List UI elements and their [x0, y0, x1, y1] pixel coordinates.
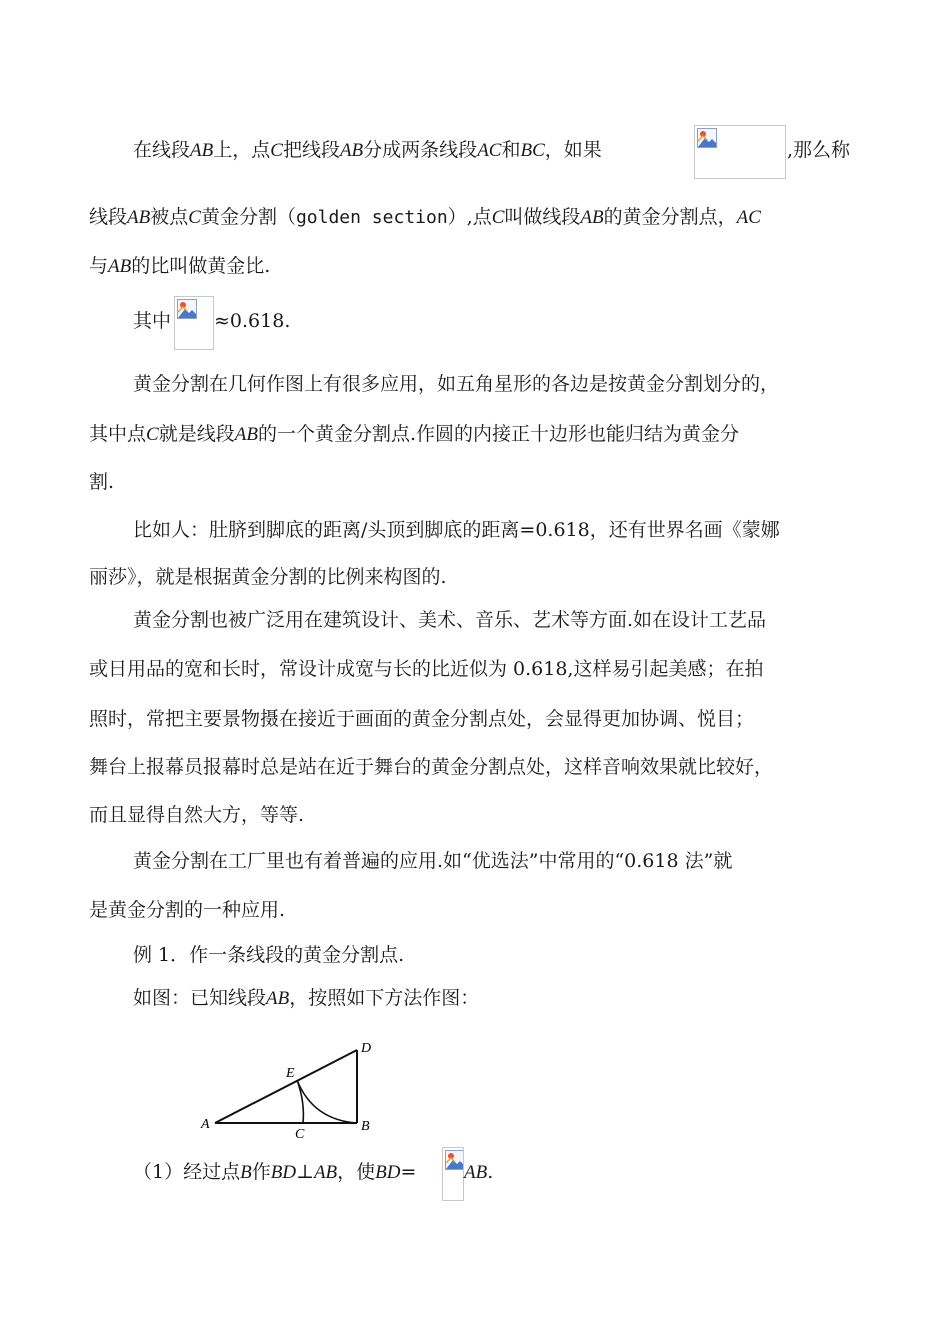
text: 线段 [89, 206, 128, 228]
text: ，如果 [544, 139, 602, 161]
para4-line2 [89, 563, 447, 591]
text: 分成两条线段 [363, 139, 478, 161]
fraction-image-placeholder [442, 1147, 464, 1201]
formula-image-placeholder [694, 125, 786, 179]
broken-image-icon [697, 128, 719, 150]
para4-line1 [133, 516, 780, 544]
label-a: A [201, 1117, 210, 1132]
perp-symbol: ⊥ [296, 1161, 314, 1183]
text: 就是线段 [158, 423, 235, 445]
segment-ad-line [215, 1050, 357, 1123]
text: 黄金分割在工厂里也有着普遍的应用.如“优选法”中常用的“0.618 法”就 [133, 850, 733, 872]
para1-line2 [89, 203, 761, 232]
step1-text-a [133, 1158, 416, 1187]
segment-ab: AB [580, 207, 604, 228]
point-b: B [270, 1162, 283, 1183]
para1-line3 [89, 252, 270, 281]
label-b: B [361, 1119, 370, 1134]
segment-ab: AB [190, 140, 214, 161]
golden-section-figure [195, 1032, 385, 1144]
segment-bd [375, 1162, 400, 1183]
text: 舞台上报幕员报幕时总是站在近于舞台的黄金分割点处，这样音响效果就比较好， [89, 756, 774, 778]
label-d: D [361, 1041, 372, 1056]
text: ，使 [337, 1161, 376, 1183]
text: ，按照如下方法作图： [289, 987, 480, 1009]
text: 照时，常把主要景物摄在接近于画面的黄金分割点处，会显得更加协调、悦目； [89, 708, 755, 730]
segment-bc: BC [520, 140, 545, 161]
point-d: D [386, 1162, 401, 1183]
text: （1）经过点 [133, 1161, 241, 1183]
example-given [133, 984, 479, 1013]
label-c: C [295, 1127, 305, 1142]
text: 上，点 [213, 139, 271, 161]
text: ）,点 [447, 206, 492, 228]
text: 比如人：肚脐到脚底的距离/头顶到脚底的距离=0.618，还有世界名画《蒙娜 [133, 519, 780, 541]
para1-line1-end [787, 136, 850, 164]
point-c: C [146, 424, 159, 445]
text: 被点 [150, 206, 189, 228]
point-c: C [270, 140, 283, 161]
text: 和 [501, 139, 521, 161]
segment-ab: AB [464, 1162, 488, 1183]
broken-image-icon [445, 1150, 463, 1172]
segment-ab: AB [266, 988, 290, 1009]
text: 作 [251, 1161, 271, 1183]
para1-line1 [133, 136, 602, 165]
para3-line2 [89, 420, 739, 449]
point-c: C [188, 207, 201, 228]
text: 黄金分割（ [200, 206, 296, 228]
segment-ab: AB [108, 256, 132, 277]
equals-sign: = [400, 1161, 417, 1183]
text: 的比叫做黄金比. [131, 255, 271, 277]
arc-eb [297, 1080, 357, 1123]
text: 是黄金分割的一种应用. [89, 899, 286, 921]
text: 其中点 [89, 423, 147, 445]
text: 的黄金分割点， [603, 206, 737, 228]
text: 丽莎》，就是根据黄金分割的比例来构图的. [89, 566, 447, 588]
english-term: golden section [295, 207, 448, 228]
text: 割. [89, 471, 115, 493]
segment-ab: AB [234, 424, 258, 445]
para5-line3 [89, 705, 754, 733]
para6-line1 [133, 847, 732, 875]
segment-ab: AB [127, 207, 151, 228]
text: 而且显得自然大方，等等. [89, 804, 305, 826]
segment-ac: AC [736, 207, 761, 228]
broken-image-icon [177, 299, 199, 321]
text: 叫做线段 [504, 206, 581, 228]
para2-text-b [214, 307, 290, 335]
para6-line2 [89, 896, 285, 924]
para5-line4 [89, 753, 773, 781]
approx-value: ≈0.618. [214, 310, 291, 332]
example-title [133, 941, 404, 969]
ratio-image-placeholder [174, 296, 214, 350]
step1-text-b [464, 1158, 493, 1187]
text: 在线段 [133, 139, 191, 161]
text: 或日用品的宽和长时，常设计成宽与长的比近似为 0.618,这样易引起美感；在拍 [89, 658, 764, 680]
text: 的一个黄金分割点.作圆的内接正十边形也能归结为黄金分 [257, 423, 739, 445]
segment-ac: AC [477, 140, 502, 161]
text: 把线段 [282, 139, 340, 161]
text: ,那么称 [787, 139, 851, 161]
point-d: D [282, 1162, 297, 1183]
text: 如图：已知线段 [133, 987, 267, 1009]
text: 与 [89, 255, 109, 277]
para2-text-a [133, 307, 171, 335]
para5-line5 [89, 801, 304, 829]
point-b: B [240, 1162, 252, 1183]
segment-ab: AB [339, 140, 364, 161]
segment-ab: AB [313, 1162, 338, 1183]
para3-line3 [89, 468, 114, 496]
label-e: E [286, 1066, 295, 1081]
para3-line1 [133, 370, 779, 398]
text: 其中 [133, 310, 172, 332]
para5-line2 [89, 655, 763, 683]
text: 例 1．作一条线段的黄金分割点. [133, 944, 405, 966]
text: . [487, 1161, 494, 1183]
point-c: C [491, 207, 505, 228]
text: 黄金分割也被广泛用在建筑设计、美术、音乐、艺术等方面.如在设计工艺品 [133, 609, 767, 631]
segment-bd [271, 1162, 296, 1183]
text: 黄金分割在几何作图上有很多应用，如五角星形的各边是按黄金分割划分的， [133, 373, 780, 395]
point-b: B [375, 1162, 387, 1183]
para5-line1 [133, 606, 766, 634]
